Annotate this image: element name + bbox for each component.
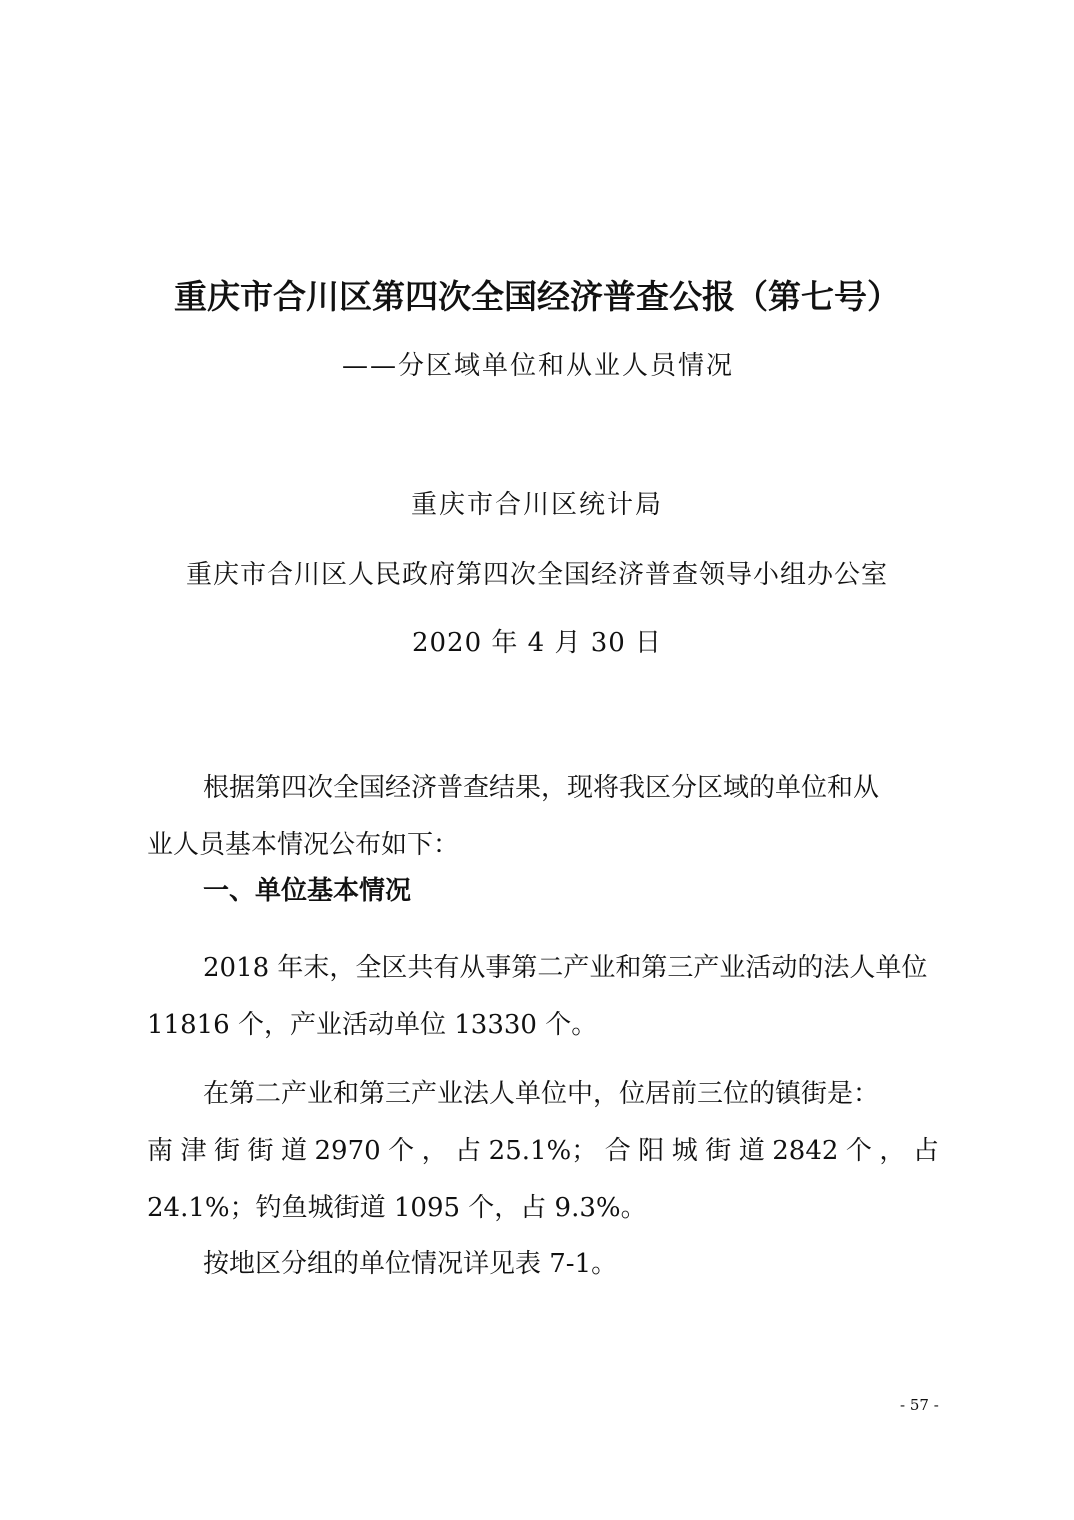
table-reference-paragraph [147,1236,947,1293]
top-towns-token: 占 [455,1136,482,1166]
top-towns-token: 南 [147,1136,174,1166]
top-towns-token: ， [879,1136,906,1166]
units-total-paragraph [147,940,947,1054]
section-heading-units: 一、单位基本情况 [203,876,412,906]
top-towns-paragraph [147,1066,947,1237]
table-reference-line: 按地区分组的单位情况详见表 7-1。 [203,1249,618,1279]
units-total-line-1: 2018 年末，全区共有从事第二产业和第三产业活动的法人单位 [203,953,928,983]
top-towns-token: 2842 [772,1136,839,1166]
top-towns-token: 占 [912,1136,939,1166]
issuer-statistics-bureau: 重庆市合川区统计局 [410,490,663,520]
top-towns-token: 津 [180,1136,207,1166]
top-towns-token: 道 [281,1136,308,1166]
intro-paragraph [147,760,947,874]
top-towns-line-2 [147,1123,939,1180]
document-subtitle: ——分区域单位和从业人员情况 [342,351,735,381]
top-towns-token: 城 [671,1136,698,1166]
top-towns-token: 街 [214,1136,241,1166]
document-title: 重庆市合川区第四次全国经济普查公报（第七号） [174,277,900,316]
intro-line-2: 业人员基本情况公布如下： [147,830,460,860]
top-towns-token: 2970 [314,1136,381,1166]
top-towns-token: 道 [738,1136,765,1166]
top-towns-token: 25.1%； [488,1136,598,1166]
top-towns-line-1: 在第二产业和第三产业法人单位中，位居前三位的镇街是： [203,1079,880,1109]
top-towns-token: ， [421,1136,448,1166]
issuer-census-office: 重庆市合川区人民政府第四次全国经济普查领导小组办公室 [185,560,888,590]
top-towns-line-3: 24.1%；钓鱼城街道 1095 个，占 9.3%。 [147,1193,647,1223]
units-total-line-2: 11816 个，产业活动单位 13330 个。 [147,1010,598,1040]
page-number: - 57 - [900,1396,939,1414]
top-towns-token: 街 [247,1136,274,1166]
top-towns-token: 阳 [638,1136,665,1166]
intro-line-1: 根据第四次全国经济普查结果，现将我区分区域的单位和从 [203,773,880,803]
top-towns-token: 街 [705,1136,732,1166]
top-towns-token: 合 [604,1136,631,1166]
top-towns-token: 个 [845,1136,872,1166]
document-date: 2020 年 4 月 30 日 [411,628,663,658]
top-towns-token: 个 [388,1136,415,1166]
